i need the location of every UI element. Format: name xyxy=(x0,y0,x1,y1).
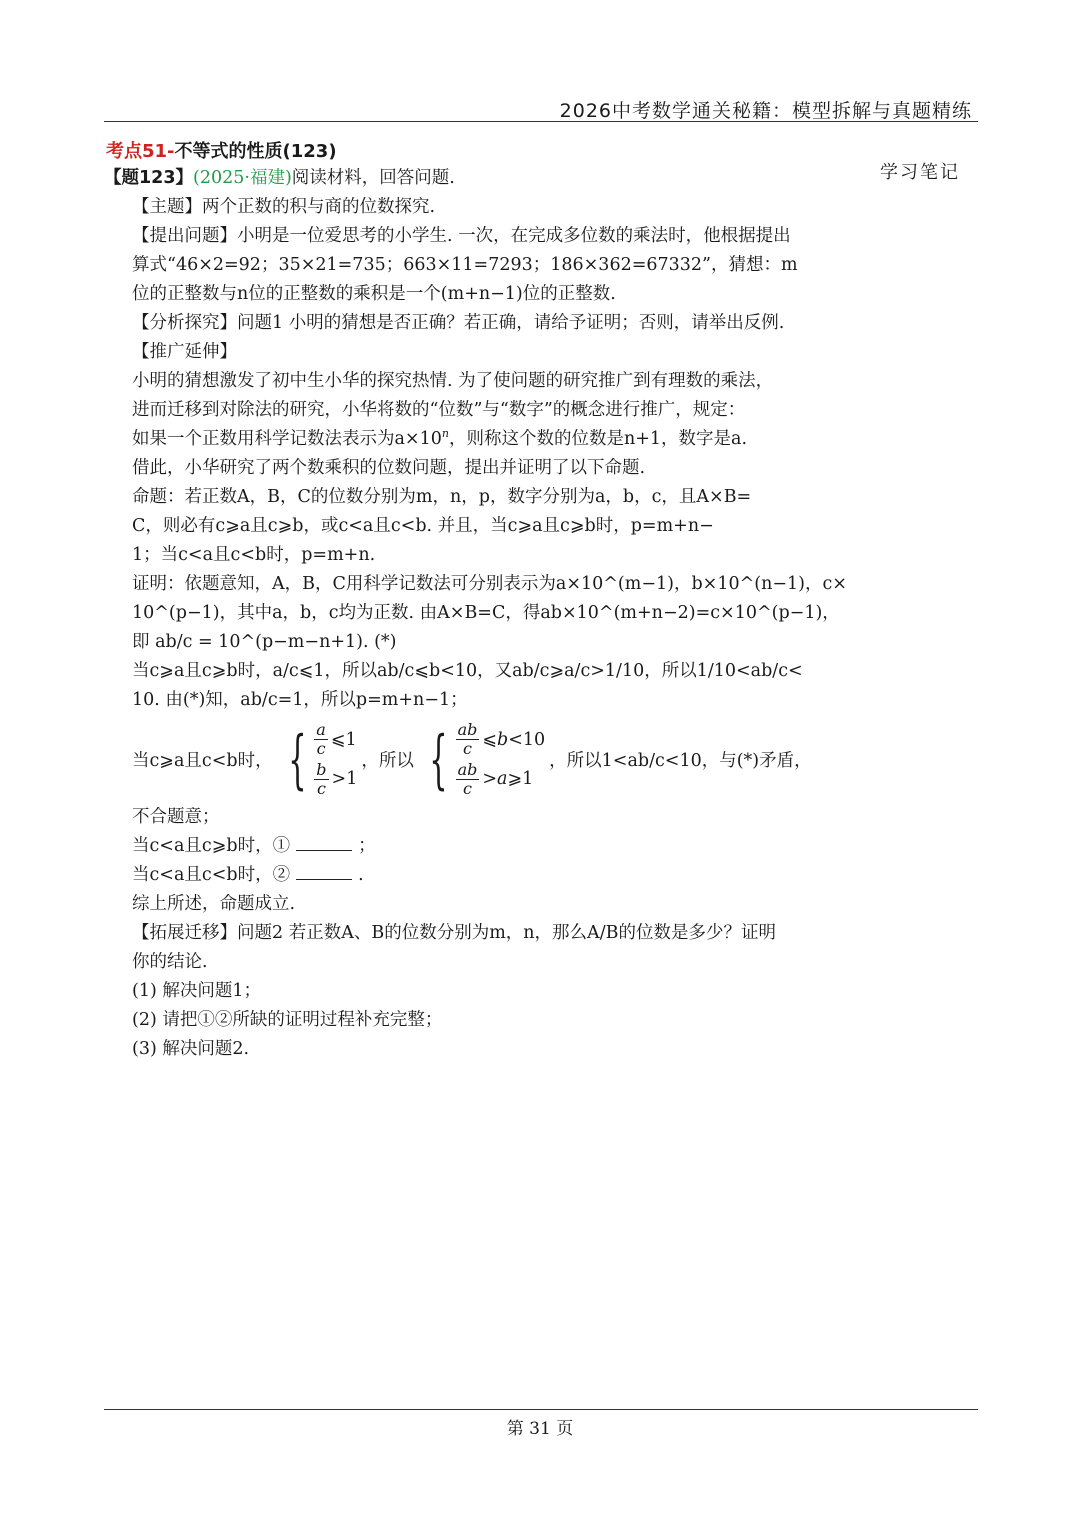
proof-line-1: 证明：依题意知，A，B，C用科学记数法可分别表示为a×10^(m−1)，b×10^(n−1)，c× xyxy=(132,574,847,594)
task-2: (2) 请把①②所缺的证明过程补充完整； xyxy=(132,1010,443,1030)
theme-text: 两个正数的积与商的位数探究. xyxy=(202,197,436,217)
case4-text: 当c<a且c<b时，② xyxy=(132,865,291,885)
case3-text: 当c<a且c⩾b时，① xyxy=(132,836,291,856)
raise-line-2: 算式“46×2=92；35×21=735；663×11=7293；186×362=67332”，猜想：m xyxy=(132,255,798,275)
raise-tag: 【提出问题】 xyxy=(132,226,237,246)
raise-line-3: 位的正整数与n位的正整数的乘积是一个(m+n−1)位的正整数. xyxy=(132,284,616,304)
extend-line-2: 进而迁移到对除法的研究，小华将数的“位数”与“数字”的概念进行推广，规定： xyxy=(132,400,746,420)
header-title: 2026中考数学通关秘籍：模型拆解与真题精练 xyxy=(559,100,972,122)
extend-line-4: 借此，小华研究了两个数乘积的位数问题，提出并证明了以下命题. xyxy=(132,458,646,478)
footer-rule xyxy=(104,1409,978,1410)
proposition-line-2: C，则必有c⩾a且c⩾b，或c<a且c<b. 并且，当c⩾a且c⩾b时，p=m+n− xyxy=(132,516,714,536)
section-code: 考点51- xyxy=(106,141,175,162)
proof-line-3: 即 ab/c = 10^(p−m−n+1). (*) xyxy=(132,632,397,652)
extend-line-1: 小明的猜想激发了初中生小华的探究热情. 为了使问题的研究推广到有理数的乘法， xyxy=(132,371,774,391)
raise-line-1 xyxy=(104,222,864,251)
raise-text-1: 小明是一位爱思考的小学生. 一次，在完成多位数的乘法时，他根据提出 xyxy=(237,226,791,246)
case1-line-2: 10. 由(*)知，ab/c=1，所以p=m+n−1； xyxy=(132,690,468,710)
analysis-tag: 【分析探究】 xyxy=(132,313,237,333)
question-header xyxy=(104,164,864,193)
page-number: 第 31 页 xyxy=(506,1419,574,1439)
case4-line xyxy=(104,861,864,890)
case2-system-2: { $\frac{ab}{c}$ ⩽ b <10 $\frac{ab}{c}$ > a ⩾1 xyxy=(429,719,546,798)
section-name: 不等式的性质(123) xyxy=(174,141,337,162)
question-body xyxy=(104,164,864,1064)
case2-end: 不合题意； xyxy=(132,807,220,827)
expand-tag: 【拓展迁移】 xyxy=(132,923,237,943)
task-1: (1) 解决问题1； xyxy=(132,981,261,1001)
proposition-line-1: 命题：若正数A，B，C的位数分别为m，n，p，数字分别为a，b，c，且A×B= xyxy=(132,487,752,507)
header-rule xyxy=(104,121,978,122)
extend-text-3a: 如果一个正数用科学记数法表示为a×10 xyxy=(132,429,442,449)
theme-tag: 【主题】 xyxy=(132,197,202,217)
case4-end: . xyxy=(358,865,364,885)
case1-line-1: 当c⩾a且c⩾b时，a/c⩽1，所以ab/c⩽b<10，又ab/c⩾a/c>1/10，所以1/10<ab/c< xyxy=(132,661,803,681)
question-label: 【题123】 xyxy=(104,168,194,188)
case2-mid: ，所以 xyxy=(361,751,414,771)
extend-tag: 【推广延伸】 xyxy=(132,342,237,362)
expand-text-1: 问题2 若正数A、B的位数分别为m，n，那么A/B的位数是多少？证明 xyxy=(237,923,776,943)
case3-end: ； xyxy=(358,836,376,856)
question-source: (2025·福建) xyxy=(193,168,292,188)
section-title xyxy=(106,137,337,163)
conclusion-line: 综上所述，命题成立. xyxy=(132,894,296,914)
expand-line-2: 你的结论. xyxy=(132,952,208,972)
extend-text-3b: ，则称这个数的位数是n+1，数字是a. xyxy=(448,429,748,449)
case2-post: ，所以1<ab/c<10，与(*)矛盾， xyxy=(549,751,812,771)
blank-1-input[interactable] xyxy=(296,832,352,851)
extend-line-3: 如果一个正数用科学记数法表示为$a\times 10^n$，则称这个数的位数是n+1，数字是a. xyxy=(132,427,748,449)
blank-2-input[interactable] xyxy=(296,861,352,880)
study-notes-label: 学习笔记 xyxy=(880,162,960,183)
case2-line xyxy=(104,715,864,803)
analysis-line xyxy=(104,309,864,338)
theme-line xyxy=(104,193,864,222)
task-3: (3) 解决问题2. xyxy=(132,1039,250,1059)
case2-pre: 当c⩾a且c<b时， xyxy=(132,751,273,771)
analysis-text: 问题1 小明的猜想是否正确？若正确，请给予证明；否则，请举出反例. xyxy=(237,313,785,333)
expand-line-1 xyxy=(104,919,864,948)
case3-line xyxy=(104,832,864,861)
case2-system-1: { $\frac{a}{c}$ ⩽1 $\frac{b}{c}$ >1 xyxy=(287,719,358,798)
question-instruction: 阅读材料，回答问题. xyxy=(291,168,455,188)
proof-line-2: 10^(p−1)，其中a，b，c均为正数. 由A×B=C，得ab×10^(m+n−2)=c×10^(p−1)， xyxy=(132,603,840,623)
proposition-line-3: 1；当c<a且c<b时，p=m+n. xyxy=(132,545,376,565)
